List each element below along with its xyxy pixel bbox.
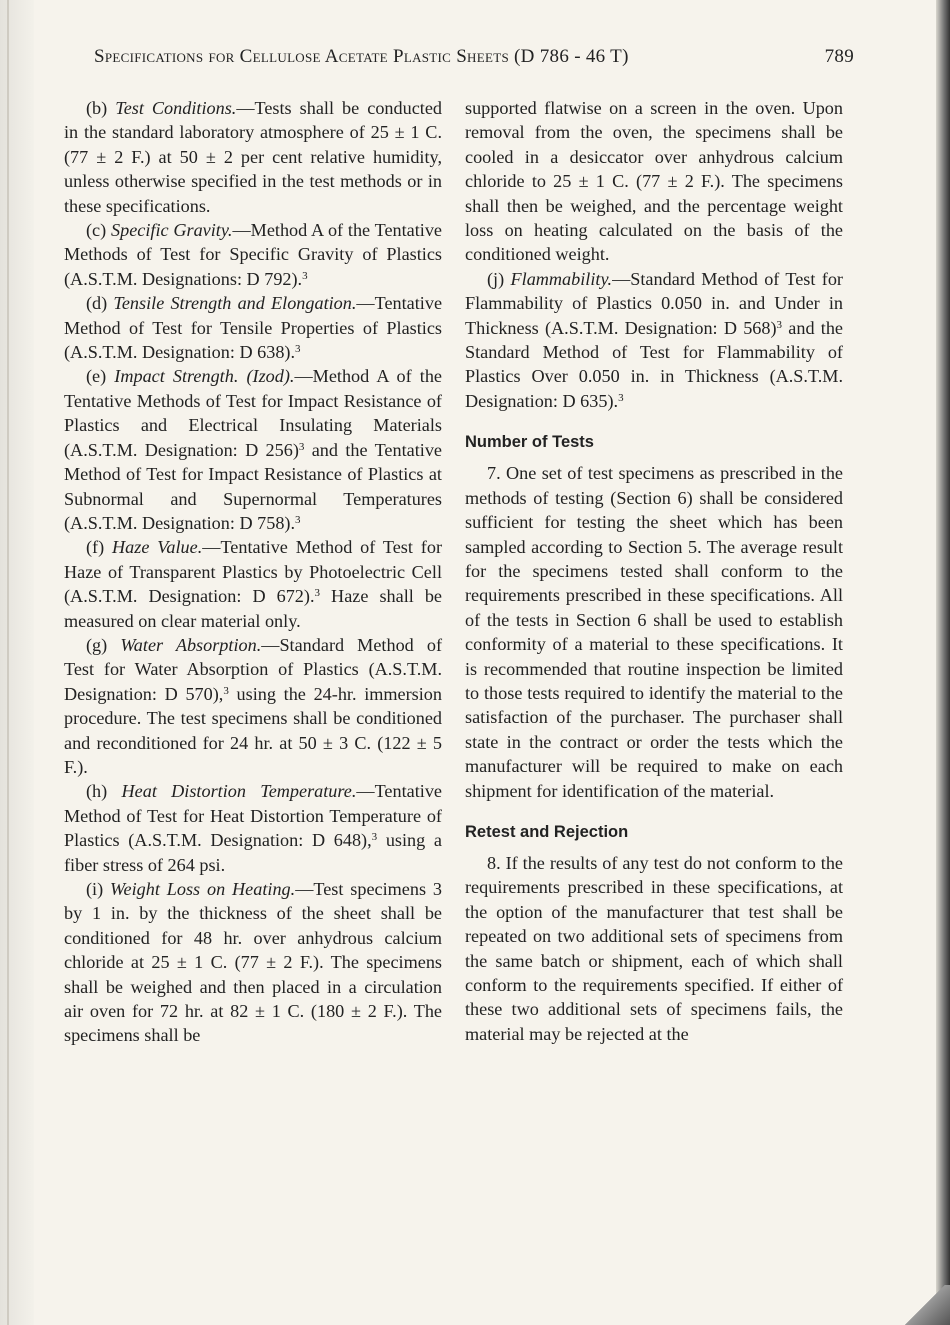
- footnote-ref: 3: [302, 269, 308, 282]
- paragraph-e: [64, 364, 442, 535]
- footnote-ref: 3: [314, 587, 321, 600]
- page-left-edge: [0, 0, 34, 1325]
- item-label: (h): [86, 781, 108, 802]
- item-text: —Standard Method of Test for Water Absorption of Plastics (A.S.T.M. Designation: D 570),: [64, 634, 442, 704]
- item-label: (f): [86, 537, 105, 558]
- item-label: (d): [86, 293, 108, 314]
- paragraph-b: [64, 96, 442, 218]
- footnote-ref: 3: [223, 684, 229, 697]
- item-text: —Tests shall be conducted in the standard laboratory atmosphere of 25 ± 1 C. (77 ± 2 F.) at 50 ± 2 per cent relative humidity, unless otherwise specified in the test methods or in these specifications.: [64, 98, 442, 216]
- header-title: Specifications for Cellulose Acetate Plastic Sheets (D 786 - 46 T): [94, 46, 629, 67]
- item-text: —Standard Method of Test for Flammability of Plastics 0.050 in. and Under in Thickness (A.S.T.M. Designation: D 568): [465, 268, 843, 338]
- paragraph-h: [64, 779, 442, 877]
- item-text-cont: and the Standard Method of Test for Flammability of Plastics Over 0.050 in. in Thickness (A.S.T.M. Designation: D 635).: [465, 317, 844, 411]
- item-heading: Impact Strength.: [114, 366, 239, 387]
- item-text-cont: using a fiber stress of 264 psi.: [64, 830, 442, 875]
- item-label: (e): [86, 366, 107, 387]
- footnote-ref: 3: [295, 343, 301, 356]
- item-text-cont: Haze shall be measured on clear material only.: [64, 586, 443, 631]
- item-text: —Test specimens 3 by 1 in. by the thickness of the sheet shall be conditioned for 48 hr. over anhydrous calcium chloride at 25 ± 1 C. (77 ± 2 F.). The specimens shall be weighed and then placed in a circulation air oven for 72 hr. at 82 ± 1 C. (180 ± 2 F.). The specimens shall be: [64, 879, 443, 1046]
- item-text: —Method A of the Tentative Methods of Test for Impact Resistance of Plastics and Electrical Insulating Materials (A.S.T.M. Designation: D 256): [64, 366, 443, 460]
- footnote-ref: 3: [618, 391, 624, 404]
- page-number: 789: [824, 46, 854, 67]
- item-heading: Heat Distortion Temperature.: [121, 781, 357, 802]
- footnote-ref: 3: [295, 513, 301, 526]
- item-heading: Haze Value.: [112, 537, 203, 558]
- item-text: —Tentative Method of Test for Haze of Transparent Plastics by Photoelectric Cell (A.S.T.M. Designation: D 672).: [64, 537, 442, 607]
- footnote-ref: 3: [371, 831, 378, 844]
- right-column: [465, 96, 843, 1046]
- section-7-text: 7. One set of test specimens as prescribed in the methods of testing (Section 6) shall be considered sufficient for testing the sheet which has been sampled according to Section 5. The average result for the specimens tested shall conform to the requirements prescribed in these specifications. All of the tests in Section 6 shall be used to establish conformity of a material to these specifications. It is recommended that routine inspection be limited to those tests required to identify the material to the satisfaction of the purchaser. The purchaser shall state in the contract or order the tests which the manufacturer will be required to make on each shipment for identification of the material.: [465, 463, 843, 801]
- paragraph-i-continued: supported flatwise on a screen in the oven. Upon removal from the oven, the specimens shall be cooled in a desiccator over anhydrous calcium chloride to 25 ± 1 C. (77 ± 2 F.). The specimens shall then be weighed, and the percentage weight loss on heating calculated on the basis of the conditioned weight.: [465, 98, 843, 265]
- item-heading: Flammability.: [510, 268, 613, 289]
- item-text: —Method A of the Tentative Methods of Test for Specific Gravity of Plastics (A.S.T.M. Designations: D 792).: [64, 220, 443, 289]
- paragraph-f: [64, 535, 442, 633]
- paragraph-j: [465, 267, 843, 413]
- page-curl: [900, 1285, 950, 1325]
- item-label: (b): [86, 98, 108, 118]
- paragraph-c: [64, 218, 442, 291]
- item-heading: Specific Gravity.: [111, 220, 233, 241]
- section-heading-retest-and-rejection: Retest and Rejection: [465, 822, 629, 841]
- item-label: (i): [86, 879, 104, 899]
- running-header: [94, 46, 854, 68]
- item-text: —Tentative Method of Test for Tensile Properties of Plastics (A.S.T.M. Designation: D 638).: [64, 293, 443, 363]
- item-heading: Test Conditions.: [115, 98, 237, 118]
- item-heading: Water Absorption.: [120, 634, 262, 655]
- item-label: (g): [86, 634, 108, 655]
- item-heading: Tensile Strength and Elongation.: [113, 293, 357, 314]
- footnote-ref: 3: [776, 318, 783, 331]
- section-heading-number-of-tests: Number of Tests: [465, 433, 594, 452]
- paragraph-d: [64, 291, 442, 364]
- left-column: [64, 96, 442, 1048]
- paragraph-i: [64, 877, 442, 1048]
- item-text: —Tentative Method of Test for Heat Distortion Temperature of Plastics (A.S.T.M. Designation: D 648),: [64, 781, 442, 851]
- section-8-text: 8. If the results of any test do not conform to the requirements prescribed in these specifications, at the option of the manufacturer that test shall be repeated on two additional sets of specimens from the same batch or shipment, each of which shall conform to the requirements specified. If either of these two additional sets of specimens fails, the material may be rejected at the: [465, 852, 843, 1044]
- item-label: (j): [487, 268, 505, 289]
- item-text-cont: and the Tentative Method of Test for Impact Resistance of Plastics at Subnormal and Supernormal Temperatures (A.S.T.M. Designation: D 758).: [64, 439, 442, 533]
- footnote-ref: 3: [298, 440, 305, 453]
- item-heading: Weight Loss on Heating.: [110, 879, 296, 899]
- item-text-cont: using the 24-hr. immersion procedure. The test specimens shall be conditioned and reconditioned for 24 hr. at 50 ± 3 C. (122 ± 5 F.).: [64, 683, 442, 777]
- item-heading-2: (Izod).: [246, 366, 295, 387]
- item-label: (c): [86, 220, 107, 241]
- paragraph-g: [64, 633, 442, 779]
- page-right-edge: [936, 0, 950, 1325]
